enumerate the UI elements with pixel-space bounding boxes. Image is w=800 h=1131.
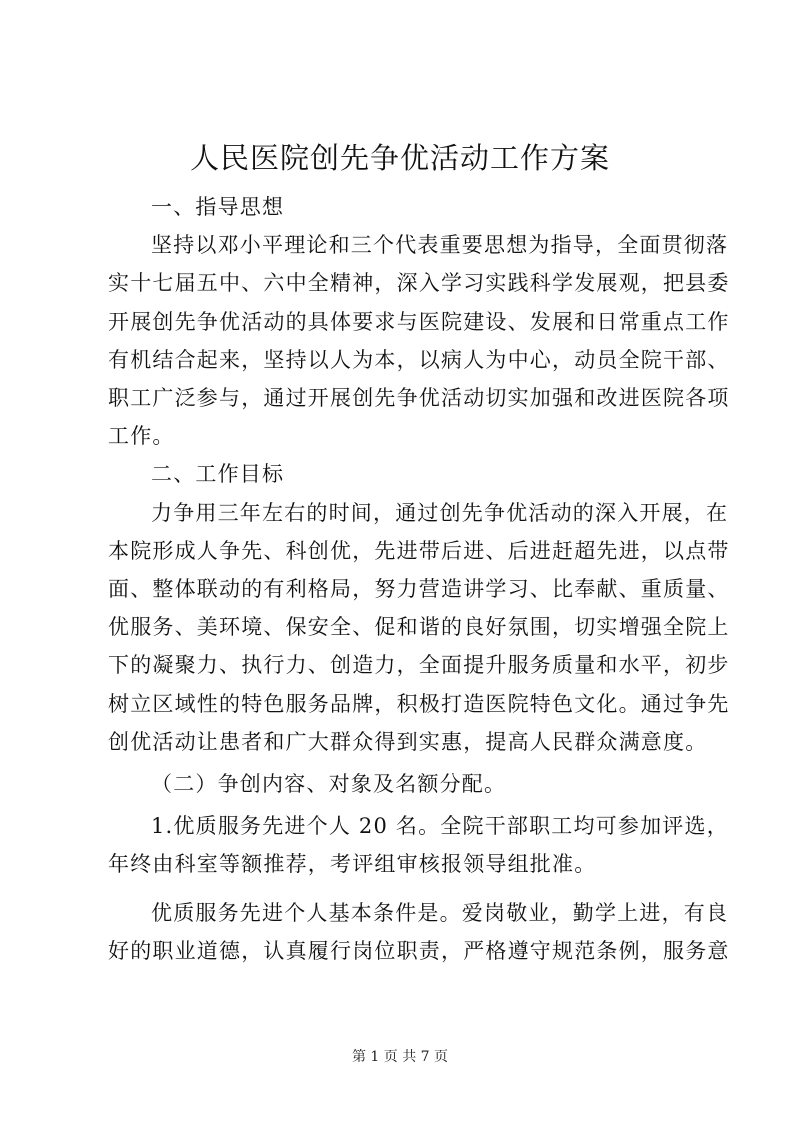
text-line: 面、整体联动的有利格局，努力营造讲学习、比奉献、重质量、 (108, 577, 730, 602)
page-number-footer: 第 1 页 共 7 页 (351, 1049, 449, 1065)
paragraph-work-goals (108, 494, 730, 761)
paragraph-service-individuals (108, 807, 729, 883)
text-line: 下的凝聚力、执行力、创造力，全面提升服务质量和水平，初步 (108, 653, 730, 678)
text-line: 开展创先争优活动的具体要求与医院建设、发展和日常重点工作 (108, 309, 730, 334)
text-line: 树立区域性的特色服务品牌，积极打造医院特色文化。通过争先 (108, 691, 730, 716)
section-heading-content-and-quota: （二）争创内容、对象及名额分配。 (151, 772, 507, 797)
text-line: 优质服务先进个人基本条件是。爱岗敬业，勤学上进，有良 (151, 900, 729, 925)
text-line: 1.优质服务先进个人 20 名。全院干部职工均可参加评选， (151, 814, 729, 839)
text-line: 实十七届五中、六中全精神，深入学习实践科学发展观，把县委 (108, 271, 730, 296)
document-body (108, 188, 730, 970)
text-line: 工作。 (108, 424, 175, 449)
text-line: 本院形成人争先、科创优，先进带后进、后进赶超先进，以点带 (108, 538, 730, 563)
section-heading-guiding-ideology: 一、指导思想 (151, 195, 285, 219)
text-line: 职工广泛参与，通过开展创先争优活动切实加强和改进医院各项 (108, 386, 730, 411)
text-line: 好的职业道德，认真履行岗位职责，严格遵守规范条例，服务意 (108, 938, 730, 963)
paragraph-basic-conditions (108, 894, 730, 970)
text-line: 创优活动让患者和广大群众得到实惠，提高人民群众满意度。 (108, 729, 708, 754)
document-title: 人民医院创先争优活动工作方案 (189, 141, 610, 175)
paragraph-guiding-ideology (108, 226, 730, 455)
section-heading-work-goals: 二、工作目标 (151, 462, 285, 487)
text-line: 坚持以邓小平理论和三个代表重要思想为指导，全面贯彻落 (151, 233, 729, 258)
text-line: 力争用三年左右的时间，通过创先争优活动的深入开展，在 (151, 500, 729, 525)
text-line: 年终由科室等额推荐，考评组审核报领导组批准。 (108, 852, 597, 877)
text-line: 优服务、美环境、保安全、促和谐的良好氛围，切实增强全院上 (108, 615, 730, 640)
text-line: 有机结合起来，坚持以人为本，以病人为中心，动员全院干部、 (108, 347, 730, 372)
